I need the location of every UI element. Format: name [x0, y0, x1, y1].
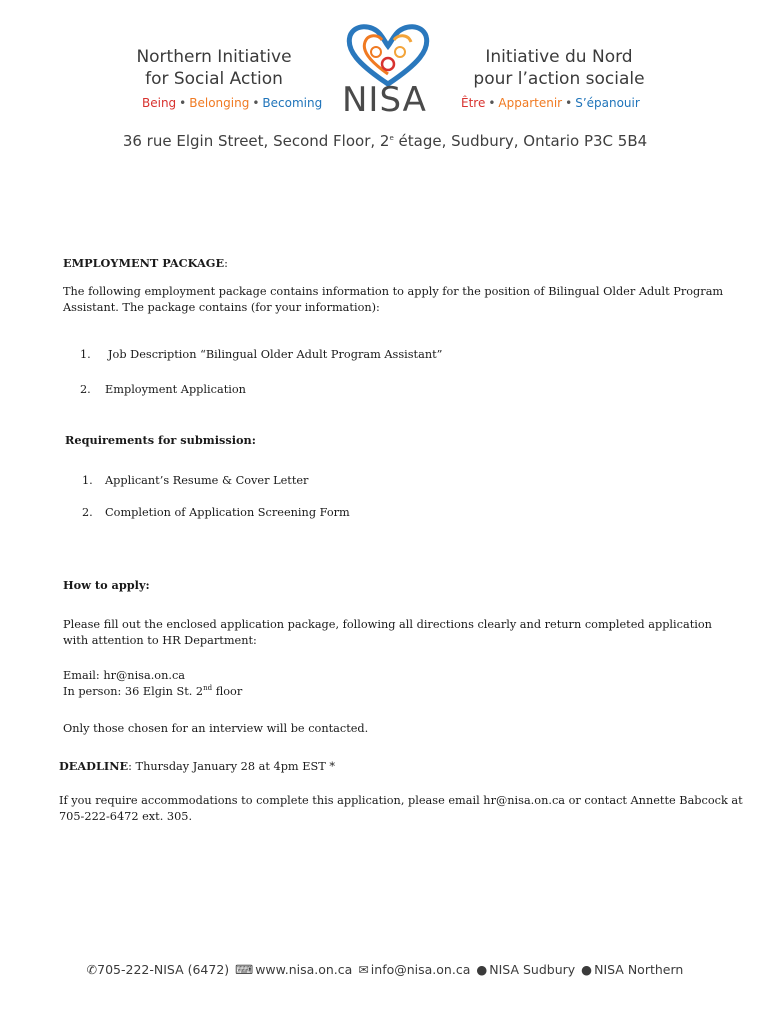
apply-heading: How to apply:: [63, 578, 150, 592]
accommodation-line2: 705-222-6472 ext. 305.: [59, 810, 193, 823]
email-line: Email: hr@nisa.on.ca: [63, 669, 186, 682]
contact-block: [63, 668, 242, 700]
intro-line2: Assistant. The package contains (for your information):: [63, 301, 380, 314]
footer-social-1[interactable]: NISA Sudbury: [489, 962, 576, 977]
address: [0, 132, 770, 150]
accommodation-line1: If you require accommodations to complete this application, please email hr@nisa.on.ca or contact Annette Babcock at: [59, 794, 743, 807]
in-person-part1: In person: 36 Elgin St. 2: [63, 685, 204, 698]
tagline-english: Being • Belonging • Becoming: [142, 96, 323, 110]
apply-paragraph: [63, 617, 743, 649]
package-item-2: [80, 382, 246, 398]
tagline-fr-2: Appartenir: [498, 96, 563, 110]
requirements-item-1: [82, 473, 308, 489]
list-number: 2.: [80, 383, 91, 396]
list-number: 1.: [82, 474, 93, 487]
accommodation-paragraph: [59, 793, 749, 825]
footer-phone: 705-222-NISA (6472): [97, 962, 230, 977]
list-number: 1.: [80, 348, 91, 361]
address-part1: 36 rue Elgin Street, Second Floor, 2: [122, 132, 390, 150]
list-item-text: Applicant’s Resume & Cover Letter: [105, 474, 309, 487]
intro-paragraph: [63, 284, 743, 316]
interview-note: Only those chosen for an interview will be contacted.: [63, 722, 369, 735]
tagline-fr-1: Être: [461, 96, 486, 110]
nisa-logo-text: NISA: [342, 80, 427, 120]
computer-icon: ⌨: [235, 962, 254, 977]
org-fr-line2: pour l’action sociale: [473, 69, 645, 89]
list-number: 2.: [82, 506, 93, 519]
tagline-en-3: Becoming: [262, 96, 323, 110]
footer-contacts: [0, 962, 770, 977]
in-person-superscript: nd: [203, 684, 213, 693]
deadline-label: DEADLINE: [59, 759, 129, 773]
apply-line2: with attention to HR Department:: [63, 634, 257, 647]
deadline-value: : Thursday January 28 at 4pm EST *: [128, 760, 335, 773]
org-fr-line1: Initiative du Nord: [485, 47, 633, 67]
requirements-heading: Requirements for submission:: [65, 433, 256, 447]
address-superscript: e: [389, 134, 394, 142]
mail-icon: ✉: [358, 962, 369, 977]
org-name-french: [459, 46, 659, 90]
org-en-line1: Northern Initiative: [136, 47, 292, 67]
package-heading-colon: :: [224, 257, 228, 270]
nisa-heart-logo: [338, 20, 438, 88]
tagline-french: Être • Appartenir • S’épanouir: [461, 96, 640, 110]
footer-email[interactable]: info@nisa.on.ca: [370, 962, 471, 977]
list-item-text: Job Description “Bilingual Older Adult Program Assistant”: [108, 348, 443, 361]
footer-social-2[interactable]: NISA Northern: [594, 962, 684, 977]
social-icon: ●: [476, 962, 488, 977]
requirements-item-2: [82, 505, 350, 521]
package-item-1: [80, 347, 442, 363]
footer-website[interactable]: www.nisa.on.ca: [255, 962, 353, 977]
in-person-part2: floor: [212, 685, 243, 698]
package-heading-text: EMPLOYMENT PACKAGE: [63, 256, 225, 270]
apply-line1: Please fill out the enclosed application package, following all directions clearly and return completed application: [63, 618, 712, 631]
social-icon: ●: [581, 962, 593, 977]
address-part2: étage, Sudbury, Ontario P3C 5B4: [393, 132, 648, 150]
deadline: [59, 758, 335, 775]
list-item-text: Completion of Application Screening Form: [105, 506, 350, 519]
tagline-en-1: Being: [142, 96, 177, 110]
list-item-text: Employment Application: [105, 383, 246, 396]
intro-line1: The following employment package contains information to apply for the position of Bilingual Older Adult Program: [63, 285, 724, 298]
tagline-en-2: Belonging: [189, 96, 250, 110]
org-name-english: [94, 46, 334, 90]
tagline-fr-3: S’épanouir: [575, 96, 640, 110]
in-person-line: [63, 684, 242, 700]
package-heading: [63, 255, 228, 272]
org-en-line2: for Social Action: [145, 69, 283, 89]
phone-icon: ✆: [86, 962, 98, 977]
